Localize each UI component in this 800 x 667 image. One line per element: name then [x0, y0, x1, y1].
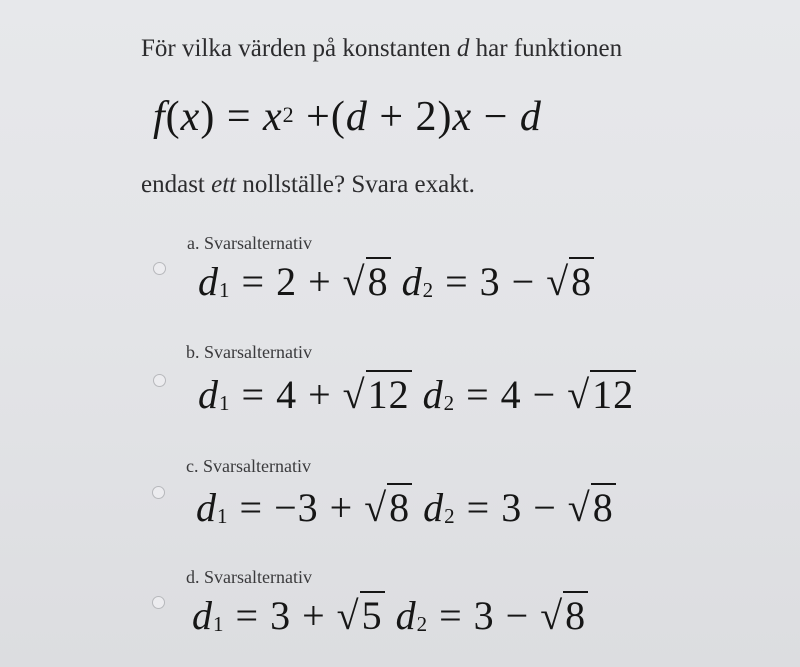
- answer-formula-b: [198, 372, 636, 418]
- question-text: För vilka värden på konstanten d har funktionen: [141, 35, 623, 62]
- answer-formula-a: [198, 259, 594, 305]
- formula-part: 3: [501, 485, 523, 530]
- square-root: [343, 372, 412, 418]
- formula-part: 2: [443, 391, 456, 415]
- formula-part: 12: [367, 372, 410, 417]
- formula-part: √: [546, 259, 570, 304]
- formula-part: √: [364, 485, 388, 530]
- formula-part: 8: [592, 485, 614, 530]
- option-label-d: d. Svarsalternativ: [186, 567, 312, 587]
- formula-part: d: [192, 593, 213, 638]
- option-label-a: a. Svarsalternativ: [187, 233, 312, 253]
- formula-part: 8: [565, 593, 587, 638]
- formula-part: d: [395, 593, 417, 638]
- formula-part: 3: [479, 259, 501, 304]
- square-root: [337, 593, 385, 639]
- answer-option-d[interactable]: [0, 566, 800, 656]
- formula-part: −: [533, 485, 557, 530]
- formula-part: +: [308, 372, 332, 417]
- formula-part: d: [401, 259, 423, 304]
- radio-button-b[interactable]: [153, 374, 166, 387]
- formula-part: −: [511, 259, 536, 304]
- formula-part: −: [532, 372, 557, 417]
- option-label-c: c. Svarsalternativ: [186, 456, 311, 476]
- radio-button-a[interactable]: [153, 262, 166, 275]
- answer-option-c[interactable]: [0, 455, 800, 540]
- square-root: [364, 485, 412, 531]
- formula-part: +: [302, 593, 326, 638]
- radio-button-c[interactable]: [152, 486, 165, 499]
- formula-part: 1: [219, 278, 231, 302]
- formula-part: 3: [473, 593, 495, 638]
- formula-part: 1: [219, 391, 231, 415]
- formula-part: d: [196, 485, 217, 530]
- variable-d: d: [456, 35, 470, 62]
- formula-part: =: [224, 593, 271, 638]
- formula-part: =: [434, 259, 480, 304]
- answer-option-a[interactable]: [0, 232, 800, 312]
- formula-part: √: [336, 593, 360, 638]
- formula-part: 1: [217, 504, 229, 528]
- formula-part: d: [423, 485, 445, 530]
- formula-part: 2: [422, 278, 435, 302]
- formula-part: +: [329, 485, 354, 530]
- function-formula: $f(x) = x^2 +(d + 2)x - d$: [153, 94, 542, 140]
- formula-part: √: [342, 259, 366, 304]
- option-label-b: b. Svarsalternativ: [186, 342, 312, 362]
- formula-part: =: [230, 259, 277, 304]
- formula-part: 2: [416, 612, 429, 636]
- formula-part: =: [230, 372, 277, 417]
- formula-part: 8: [367, 259, 389, 304]
- square-root: [540, 593, 588, 639]
- formula-part: d: [198, 259, 219, 304]
- formula-part: =: [455, 485, 502, 530]
- formula-part: 5: [361, 593, 383, 638]
- formula-part: −: [505, 593, 530, 638]
- formula-part: √: [540, 593, 564, 638]
- formula-part: d: [198, 372, 219, 417]
- formula-part: √: [342, 372, 366, 417]
- formula-part: =: [428, 593, 474, 638]
- formula-part: −3: [274, 485, 319, 530]
- formula-part: 4: [276, 372, 298, 417]
- formula-part: 2: [444, 504, 456, 528]
- answer-formula-c: [196, 485, 616, 531]
- formula-part: 4: [500, 372, 522, 417]
- answer-option-b[interactable]: [0, 341, 800, 426]
- formula-part: √: [567, 485, 591, 530]
- formula-part: =: [228, 485, 275, 530]
- formula-part: √: [567, 372, 591, 417]
- formula-part: 1: [213, 612, 225, 636]
- formula-part: =: [455, 372, 501, 417]
- square-root: [343, 259, 391, 305]
- square-root: [568, 485, 616, 531]
- formula-part: 12: [592, 372, 635, 417]
- question-end-text: endast ett nollställe? Svara exakt.: [141, 171, 475, 198]
- formula-part: +: [308, 259, 332, 304]
- square-root: [546, 259, 594, 305]
- square-root: [567, 372, 636, 418]
- formula-part: d: [422, 372, 444, 417]
- formula-part: 8: [389, 485, 411, 530]
- formula-part: 3: [270, 593, 292, 638]
- radio-button-d[interactable]: [152, 596, 165, 609]
- formula-part: 8: [571, 259, 593, 304]
- formula-part: 2: [276, 259, 298, 304]
- answer-formula-d: [192, 593, 588, 639]
